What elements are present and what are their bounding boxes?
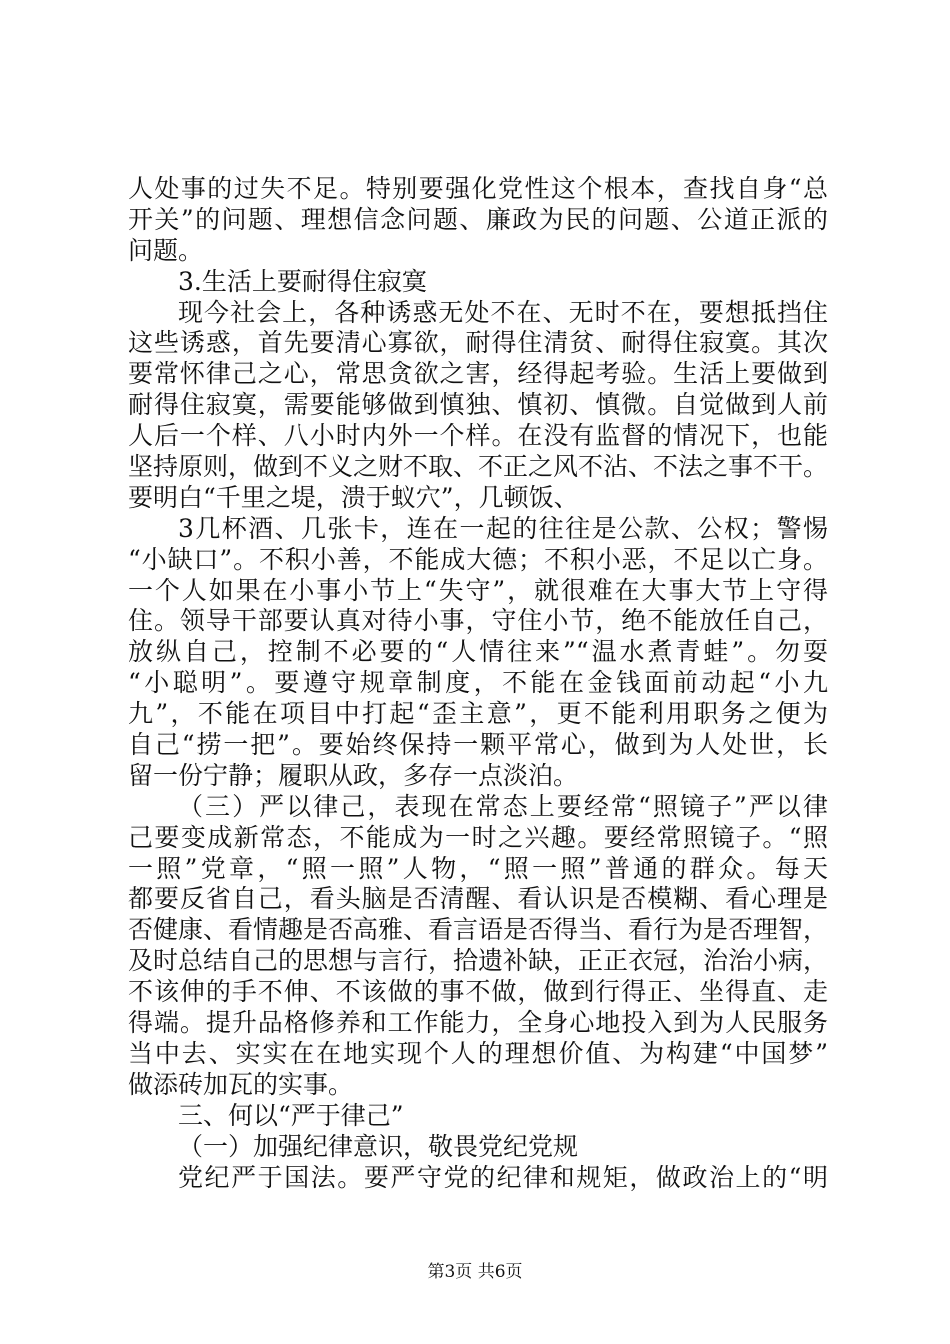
text-line: 耐得住寂寞，需要能够做到慎独、慎初、慎微。自觉做到人前 [128, 390, 828, 420]
text-line: 己要变成新常态，不能成为一时之兴趣。要经常照镜子。“照 [128, 822, 828, 852]
page-footer: 第3页 共6页 [427, 1262, 523, 1282]
text-line: 做添砖加瓦的实事。 [128, 1069, 354, 1099]
text-line: 问题。 [128, 235, 204, 265]
text-line: “小聪明”。要遵守规章制度，不能在金钱面前动起“小九 [128, 668, 828, 698]
text-line: 都要反省自己，看头脑是否清醒、看认识是否模糊、看心理是 [128, 884, 828, 914]
text-line: 不该伸的手不伸、不该做的事不做，做到行得正、坐得直、走 [128, 977, 828, 1007]
text-line: “小缺口”。不积小善，不能成大德；不积小恶，不足以亡身。 [128, 544, 828, 574]
text-line: 人处事的过失不足。特别要强化党性这个根本，查找自身“总 [128, 174, 828, 203]
text-line: 一照”党章，“照一照”人物，“照一照”普通的群众。每天 [128, 853, 828, 883]
text-line: 得端。提升品格修养和工作能力，全身心地投入到为人民服务 [128, 1008, 828, 1038]
text-line: 住。领导干部要认真对待小事，守住小节，绝不能放任自己， [128, 606, 828, 636]
text-line: 及时总结自己的思想与言行，拾遗补缺，正正衣冠，治治小病， [128, 946, 828, 976]
body-text [128, 174, 828, 1193]
text-line: 自己“捞一把”。要始终保持一颗平常心，做到为人处世，长 [128, 730, 828, 760]
text-line: 要常怀律己之心，常思贪欲之害，经得起考验。生活上要做到 [128, 359, 828, 389]
text-line: 当中去、实实在在地实现个人的理想价值、为构建“中国梦” [128, 1038, 828, 1068]
text-line: 要明白“千里之堤，溃于蚁穴”，几顿饭、 [128, 482, 579, 512]
text-line: 党纪严于国法。要严守党的纪律和规矩，做政治上的“明 [178, 1162, 828, 1192]
text-line: 否健康、看情趣是否高雅、看言语是否得当、看行为是否理智， [128, 915, 828, 945]
text-line: 人后一个样、八小时内外一个样。在没有监督的情况下，也能 [128, 421, 828, 451]
text-line: 坚持原则，做到不义之财不取、不正之风不沾、不法之事不干。 [128, 452, 828, 482]
text-line: 放纵自己，控制不必要的“人情往来”“温水煮青蛙”。勿耍 [128, 637, 828, 667]
text-line: 现今社会上，各种诱惑无处不在、无时不在，要想抵挡住 [178, 297, 828, 327]
text-line: 开关”的问题、理想信念问题、廉政为民的问题、公道正派的 [128, 204, 828, 234]
section-heading: （一）加强纪律意识，敬畏党纪党规 [178, 1131, 579, 1161]
text-line: 九”，不能在项目中打起“歪主意”，更不能利用职务之便为 [128, 699, 828, 729]
text-line: 这些诱惑，首先要清心寡欲，耐得住清贫、耐得住寂寞。其次 [128, 328, 828, 358]
text-line: 3几杯酒、几张卡，连在一起的往往是公款、公权；警惕 [178, 513, 828, 543]
text-line: 一个人如果在小事小节上“失守”，就很难在大事大节上守得 [128, 575, 828, 605]
section-heading: （三）严以律己，表现在常态上要经常“照镜子”严以律 [178, 791, 828, 821]
section-heading: 三、何以“严于律己” [178, 1100, 404, 1130]
text-line: 留一份宁静；履职从政，多存一点淡泊。 [128, 760, 579, 790]
section-heading: 3.生活上要耐得住寂寞 [178, 266, 427, 296]
